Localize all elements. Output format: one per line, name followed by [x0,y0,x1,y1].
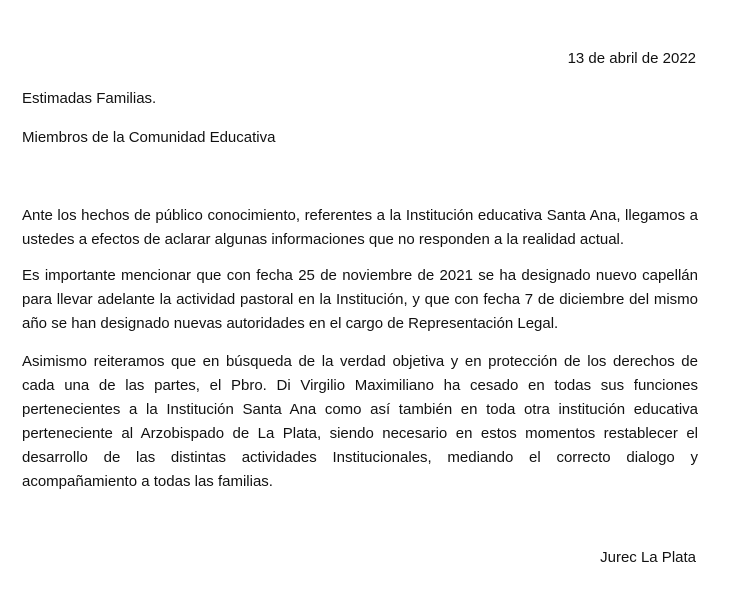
paragraph-intro: Ante los hechos de público conocimiento, referentes a la Institución educativa Santa Ana, llegamos a ustedes a efectos de aclarar algunas informaciones que no responden a la realidad actual. [22,207,698,248]
paragraph-cessation: Asimismo reiteramos que en búsqueda de la verdad objetiva y en protección de los derechos de cada una de las partes, el Pbro. Di Virgilio Maximiliano ha cesado en todas sus funciones pertenecientes a la Institución Santa Ana como así también en toda otra institución educativa perteneciente al Arzobispado de La Plata, siendo necesario en estos momentos restablecer el desarrollo de las distintas actividades Institucionales, mediando el correcto dialogo y acompañamiento a todas las familias. [22,353,698,490]
letter-date: 13 de abril de 2022 [567,50,696,67]
salutation-families: Estimadas Familias. [22,90,157,107]
salutation-community: Miembros de la Comunidad Educativa [22,129,276,146]
letter-signature: Jurec La Plata [600,549,696,566]
paragraph-appointments: Es importante mencionar que con fecha 25 de noviembre de 2021 se ha designado nuevo capellán para llevar adelante la actividad pastoral en la Institución, y que con fecha 7 de diciembre del mismo año se han designado nuevas autoridades en el cargo de Representación Legal. [22,267,698,332]
